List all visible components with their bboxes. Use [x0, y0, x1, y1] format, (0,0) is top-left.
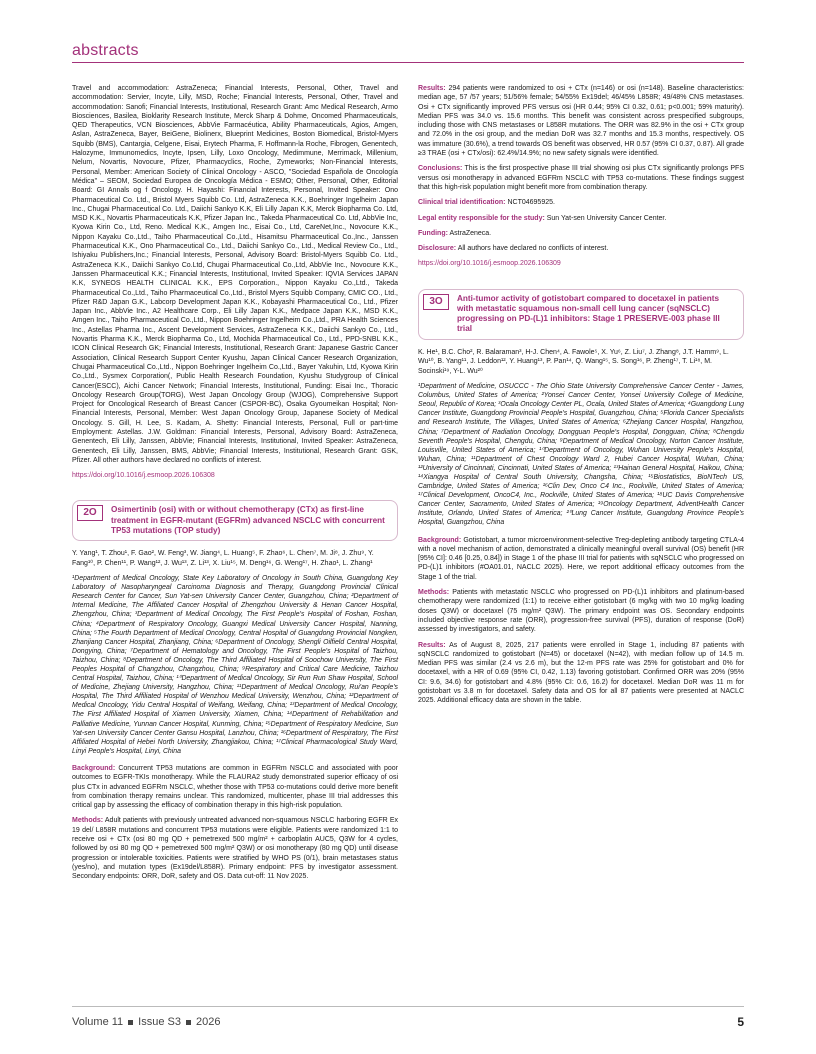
- issue-label: Issue S3: [138, 1016, 181, 1028]
- doi-link-106308[interactable]: https://doi.org/10.1016/j.esmoop.2026.106308: [72, 472, 215, 480]
- header-divider: [72, 62, 744, 63]
- abstract-title: Osimertinib (osi) with or without chemotherapy (CTx) as first-line treatment in EGFR-mutant (EGFRm) advanced NSCLC with concurrent TP53 mutations (TOP study): [111, 505, 385, 535]
- results-text: As of August 8, 2025, 217 patients were enrolled in Stage 1, including 87 patients with sqNSCLC randomized to gotistobart (N=45) or docetaxel (N=42), with median follow up of 14.5 m. Median PFS was similar (2.4 vs 2.6 m), but the 12-m PFS rate was 25% for gotistobart and 0% for docetaxel, with a HR of 0.69 (95% CI, 0.42, 1.13) favoring gotistobart. Confirmed ORR was 20% (95% CI: 9.6, 34.6) for gotistobart and 4.8% (95% CI: 0.6, 16.2) for docetaxel. Median DoR was 11 m for gotistobart vs 3.8 m for docetaxel. Safety data and OS for all 87 patients were presented at NACLC 2025. Additional efficacy data are shown in the table.: [418, 641, 744, 705]
- background-text: Gotistobart, a tumor microenvironment-selective Treg-depleting antibody targeting CTLA-4 with a novel mechanism of action, demonstrated a clinically meaningful overall survival (OS) benefit (HR [95% CI]: 0.46 [0.25, 0.84]) in Stage 1 of the phase III trial for patients with sqNSCLC who progressed on PD-(L)1 inhibitors (#OA01.01, NACLC 2025). Here, we report additional efficacy outcomes from the Stage 1 of the trial.: [418, 536, 744, 581]
- results-paragraph: [418, 84, 744, 158]
- abstract-3o-title-box: [418, 289, 744, 340]
- section-heading: Results:: [418, 85, 446, 92]
- author-list: Y. Yang¹, T. Zhou¹, F. Gao², W. Feng³, W. Jiang⁴, L. Huang⁵, F. Zhao⁶, L. Chen⁷, M. Ji⁸, J. Zhu⁹, Y. Fang¹⁰, P. Chen¹¹, P. Wang¹², J. Wu¹³, Z. Li¹³, X. Liu¹⁵, M. Deng¹⁶, G. Weng¹⁷, H. Zhao¹, L. Zhang¹: [72, 550, 374, 567]
- section-heading: Methods:: [418, 589, 450, 597]
- square-bullet-icon: [186, 1020, 191, 1025]
- volume-label: Volume 11: [72, 1016, 124, 1028]
- background-paragraph: [72, 764, 398, 810]
- legal-entity-line: [418, 214, 744, 223]
- affiliation-list: ¹Department of Medical Oncology, State Key Laboratory of Oncology in South China, Guangdong Key Laboratory of Nasopharyngeal Carcinoma Diagnosis and Therapy, Guangdong Provincial Clinical Research Center for Cancer, Sun Yat-sen University Cancer Center, Guangzhou, China; ²Department of Internal Medicine, The Affiliated Cancer Hospital of Zhengzhou University & Henan Cancer Hospital, Zhengzhou, China; ³Department of Medical Oncology, The First People's Hospital of Foshan, Foshan, China; ⁴Department of Respiratory Oncology, Guangxi Medical University Cancer Hospital, Nanning, China; ⁵The Fourth Department of Medical Oncology, Central Hospital of Guangdong Provincial Nongken, Zhanjiang Cancer Hospital, Zhanjiang, China; ⁶Department of Oncology, Shengli Oilfield Central Hospital, Dongying, China; ⁷Department of Hematology and Oncology, The First People's Hospital of Taizhou, Taizhou, China; ⁸Department of Oncology, The Third Affiliated Hospital of Soochow University, The First Peoples Hospital of Changzhou, Changzhou, China; ⁹Respiratory and Critical Care Medicine, Taizhou Central Hospital, Taizhou, China; ¹⁰Department of Medical Oncology, Sir Run Run Shaw Hospital, School of Medicine, Zhejiang University, Hangzhou, China; ¹¹Department of Medical Oncology, Rui'an People's Hospital, The Third Affiliated Hospital of Wenzhou Medical University, Wenzhou, China; ¹²Department of Medical Oncology, Yidu Central Hospital of Weifang, Weifang, China; ¹³Department of Medical Oncology, The First Affiliated Hospital of Xiamen University, Xiamen, China; ¹⁴Department of Rehabilitation and Palliative Medicine, Yunnan Cancer Hospital, Kunming, China; ¹⁵Department of Respiratory Medicine, Sun Yat-sen University Cancer Center Gansu Hospital, Lanzhou, China; ¹⁶Department of Respiratory, The First Affiliated Hospital of Hebei North University, Zhangjiakou, China; ¹⁷Clinical Pharmacological Study Ward, Linyi People's Hospital, Linyi, China: [72, 575, 398, 755]
- section-heading: Conclusions:: [418, 165, 463, 173]
- section-heading: Results:: [418, 641, 446, 649]
- background-text: Concurrent TP53 mutations are common in EGFRm NSCLC and associated with poor outcomes to EGFR-TKIs monotherapy. While the FLAURA2 study demonstrated superior efficacy of osi plus CTx in advanced EGFRm NSCLC, whether those with TP53 co-mutations could derive more benefit from combination therapy remains unclear. This randomized, multicenter, phase III trial addresses this critical gap by assessing the efficacy of combination therapy in this high-risk population.: [72, 764, 398, 810]
- background-paragraph: [418, 536, 744, 582]
- section-heading: Legal entity responsible for the study:: [418, 214, 545, 222]
- funding-text: AstraZeneca.: [449, 229, 492, 237]
- trial-id-text: NCT04695925.: [507, 199, 555, 207]
- author-list: K. He¹, B.C. Cho², R. Balaraman³, H-J. Chen⁴, A. Fawole⁵, X. Yu⁶, Z. Liu⁷, J. Zhang⁸, J.T. Hamm⁹, L. Wu¹⁰, B. Yang¹¹, J. Leddon¹², Y. Huang¹³, P. Pan¹⁴, Q. Wang¹⁵, S. Song¹⁶, P. Zheng¹⁷, T. Li¹⁸, M. Socinski¹⁹, Y-L. Wu²⁰: [418, 348, 729, 375]
- section-header: abstracts: [72, 42, 139, 59]
- left-column: [72, 84, 398, 888]
- methods-text: Adult patients with previously untreated advanced non-squamous NSCLC harboring EGFR Ex 19 del/ L858R mutations and concurrent TP53 mutations were eligible. Patients were randomized 1:1 to receive osi + CTx (osi 80 mg QD + pemetrexed 500 mg/m² + carboplatin AUC5, Q3W for 4 cycles, followed by osi 80 mg QD + pemetrexed 500 mg/m² Q3W) or osi monotherapy (80 mg QD) until disease progression or intolerable toxicities. Patients were stratified by WHO PS (0/1), brain metastases status (yes/no), and mutation types (Ex19del/L858R). Primary endpoint: PFS by investigator assessment. Secondary endpoints: ORR, DoR, safety and OS. Data cut-off: 11 Nov 2025.: [72, 817, 399, 881]
- year-label: 2026: [195, 1016, 221, 1028]
- legal-entity-text: Sun Yat-sen University Cancer Center.: [546, 214, 667, 222]
- doi-link-106309[interactable]: https://doi.org/10.1016/j.esmoop.2026.106309: [418, 260, 561, 268]
- disclosure-line: [418, 244, 744, 253]
- disclosure-text: All authors have declared no conflicts of interest.: [457, 245, 609, 253]
- conclusions-paragraph: [418, 164, 744, 192]
- footer-divider: [72, 1006, 744, 1007]
- results-paragraph: [418, 641, 744, 706]
- section-heading: Background:: [72, 764, 116, 772]
- methods-paragraph: [418, 588, 744, 634]
- section-heading: Disclosure:: [418, 245, 457, 253]
- affiliation-list: ¹Department of Medicine, OSUCCC - The Ohio State University Comprehensive Cancer Center - James, Columbus, United States of America; ²Yonsei Cancer Center, Yonsei University College of Medicine, Seoul, Republic of Korea; ³Ocala Oncology Center PL, Ocala, United States of America; ⁴Guangdong Lung Cancer Institute, Guangdong Provincial People's Hospital, Guangzhou, China; ⁵Florida Cancer Specialists and Research Institute, The Villages, United States of America; ⁶Zhejiang Cancer Hospital, Hangzhou, China; ⁷Department of Radiation Oncology, Dongguan People's Hospital, Dongguan, China; ⁸Chengdu Seventh People's Hospital, Chengdu, China; ⁹Department of Medical Oncology, Norton Cancer Institute, Louisville, United States of America; ¹⁰Department of Oncology, Wuhan University People's Hospital, Wuhan, China; ¹¹Department of Chest Oncology Ward 2, Hubei Cancer Hospital, Wuhan, China; ¹²University of Cincinnati, Cincinnati, United States of America; ¹³Hainan General Hospital, Haikou, China; ¹⁴Xiangya Hospital of Central South University, Changsha, China; ¹⁵Biostatistics, BioNTech US, Cambridge, United States of America; ¹⁶Clin Dev, Onco C4 Inc., Rockville, United States of America; ¹⁷Clinical Development, OncoC4, Inc., Rockville, United States of America; ¹⁸UC Davis Comprehensive Cancer Center, Sacramento, United States of America; ¹⁹Oncology Department, AdventHealth Cancer Institute, Orlando, United States of America; ²⁰Lung Cancer Institute, Guangdong Province People's Hospital, Guangzhou, China: [418, 383, 745, 527]
- disclosure-continued: Travel and accommodation: AstraZeneca; Financial Interests, Personal, Other, Travel and accommodation: Servier, Incyte, Lilly, MSD, Roche; Financial Interests, Personal, Other, Travel and accommodation: Sanofi; Financial Interests, Institutional, Research Grant: Amc Medical Research, Armo Biosciences, Basilea, Bioklarity Research Institute, Merck Sharp & Dohme, Oncomed Pharmaceuticals, QED Therapeutics, VCN Biosciences, AbbVie Farmacéutica, Ability Pharmaceuticals, Agios, Amgen, Aslan, AstraZeneca, Bayer, BeiGene, Biolinerx, Blueprint Medicines, Boston Biomedical, Bristol-Myers Squibb (BMS), Cantargia, Celgene, Eisai, Erytech Pharma, F. Hoffmann-la Roche, Fibrogen, Genentech, Halozyme, Immunomedics, Incyte, Ipsen, Lilly, Loxo Oncology, Medimmune, Merrimack, Millenium, Nelum, Novartis, Novocure, Pfizer, Pharmacyclics, Roche, Zymeworks; Non-Financial Interests, Personal, Member: American Society of Clinical Oncology - ASCO, "Sociedad Española de Oncología Médica" – SEOM, Sociedad Europea de Oncología Médica - ESMO; Other, Personal, Other, Editorial Board: GI Annals og f Oncology. H. Hayashi: Financial Interests, Personal, Invited Speaker: Ono Pharmaceutical Co. Ltd., Bristol Myers Squibb Co. Ltd, AstraZeneca K.K., Boehringer Ingelheim Japan Inc., Chugai Pharmaceutical Co. Ltd., Daiichi Sankyo K.K, Eli Lilly Japan K.K, Merck Biopharma Co. Ltd, MSD K.K., Novartis Pharmaceuticals K.K, Pfizer Japan Inc., Takeda Pharmaceutical Co. Ltd, AbbVie Inc, Kyowa Kirin Co., Ltd, Reno. Medical K.K., Amgen Inc., Eisai Co., Ltd, CareNet,Inc., Novocure K.K., Nippon Kayaku Co.,Ltd., Taiho Pharmaceutical Co.,Ltd., Hisamitsu Pharmaceutical Co.,Inc., Janssen Pharmaceutical K.K., Ono Pharmaceutical Co., Ltd., Daiichi Sankyo Co., Ltd., Medical Review Co., Ltd., Ishiyaku Publishers,Inc.; Financial Interests, Personal, Advisory Board: Bristol-Myers Squibb Co. Ltd., AstraZeneca K.K., Daiichi Sankyo Co.Ltd, Chugai Pharmaceutical Co.,Ltd, AbbVie Inc., Novocure K.K., Janssen Pharmaceutical K.K.; Financial Interests, Institutional, Invited Speaker: IQVIA Services JAPAN K.K, SYNEOS HEALTH CLINICAL K.K., EPS Corporation., Nippon Kayaku Co.,Ltd., Takeda Pharmaceutical Co.,Ltd., Taiho Pharmaceutical Co.,Ltd., Bristol Myers Squibb Company, CMIC CO., Ltd., Pfizer R&D Japan G.K., Labcorp Development Japan K.K., Kobayashi Pharmaceutical Co., Ltd., Pfizer Japan Inc., AbbVie Inc., A2 Healthcare Corp., Eli Lilly Japan K.K., Medpace Japan K.K., MSD K.K., Amgen Inc., Taiho Pharmaceutical Co.,Ltd., Nippon Boehringer Ingelheim Co.,Ltd., PRA Health Sciences Inc., Astellas Pharma Inc., Ascent Development Services, AstraZeneca K.K., Daiichi Sankyo Co., Ltd., Novartis Pharma K.K., Merck Biopharma Co., Ltd, Mochida Pharmaceutical Co., Ltd., PPD-SNBL K.K., ICON Clinical Research GK; Financial Interests, Institutional, Research Grant: Japanese Gastric Cancer Association, Clinical Research Support Center Kyushu, Japan Clinical Cancer Research Organization, Chugai Pharmaceutical Co.,Ltd., Nippon Boehringer Ingelheim Co.,Ltd., Bayer Yakuhin, Ltd, Kyowa Kirin Co.,Ltd., Sysmex Corporation(, Public Health Research Foundation, Kyushu Studygroup of Clinical Cancer(ESCC), Aichi Cancer Network; Financial Interests, Institutional, Funding: Eisai Inc., Thoracic Oncology Research Group(TORG), West Japan Oncology Group (WJOG), Comprehensive Support Project for Oncological Research of Breast Cancer (CSPOR-BC), Osaka Gyoumeikan Hospital; Non-Financial Interests, Personal, Member: West Japan Oncology Group, Japanese Society of Medical Oncology. S. Gill, H. Lee, S. Kadam, A. Shetty: Financial Interests, Personal, Full or part-time Employment: Astellas. J.W. Goldman: Financial Interests, Personal, Advisory Board: AstraZeneca, Genentech, Eli Lilly, Janssen, AbbVie; Financial Interests, Institutional, Invited Speaker: AstraZeneca, Genentech, Eli Lilly, Janssen, BMS, AbbVie; Financial Interests, Institutional, Research Grant: GSK, Pfizer. All other authors have declared no conflicts of interest.: [72, 85, 398, 464]
- footer-volume-info: [72, 1016, 220, 1028]
- results-text: 294 patients were randomized to osi + CTx (n=146) or osi (n=148). Baseline characteristics: median age, 57 /57 years; 51/56% female; 54/55% Ex19del; 46/45% L858R; 49/48% CNS metastases. Osi + CTx significantly improved PFS versus osi (HR 0.44; 95% CI 0.32, 0.61; p<0.001; 59% maturity). Median PFS was 34.0 vs. 15.6 months. This benefit was consistent across prespecified subgroups, including those with CNS metastases or L858R mutations. The ORR was 82.9% in the osi + CTx group and 72.0% in the osi group, and the median DoR was 32.7 months and 15.3 months, respectively. OS was immature (30.6%), a trend towards OS benefit was observed, HR 0.57 (95% CI 0.37, 0.87). All grade ≥3 TRAE (osi + CTx/osi): 62.4%/14.9%; no new safety signals were identified.: [418, 85, 744, 158]
- section-heading: Funding:: [418, 229, 448, 237]
- conclusions-text: This is the first prospective phase III trial showing osi plus CTx significantly prolongs PFS versus osi monotherapy in advanced EGFRm NSCLC with TP53 co-mutations. These findings suggest that this high-risk population might benefit more from combination therapy.: [418, 165, 744, 191]
- methods-text: Patients with metastatic NSCLC who progressed on PD-(L)1 inhibitors and platinum-based chemotherapy were randomized (1:1) to receive either gotistobart (6 mg/kg with two 10 mg/kg loading doses Q3W) or docetaxel (75 mg/m² Q3W). The primary endpoint was OS. Secondary endpoints included objective response rate (ORR), progression-free survival (PFS), duration of response (DoR) assessed by investigators, and safety.: [418, 589, 744, 634]
- trial-id-line: [418, 198, 744, 207]
- funding-line: [418, 229, 744, 238]
- section-heading: Background:: [418, 536, 462, 544]
- section-heading: Methods:: [72, 817, 104, 825]
- section-heading: Clinical trial identification:: [418, 199, 506, 207]
- right-column: [418, 84, 744, 712]
- page-number: 5: [737, 1015, 744, 1029]
- abstract-title: Anti-tumor activity of gotistobart compared to docetaxel in patients with metastatic squamous non-small cell lung cancer (sqNSCLC) progressing on PD-(L)1 inhibitors: Stage 1 PRESERVE-003 phase III trial: [457, 293, 720, 334]
- methods-paragraph: [72, 816, 398, 881]
- square-bullet-icon: [128, 1020, 133, 1025]
- abstract-number: 2O: [77, 505, 103, 521]
- abstract-number: 3O: [423, 294, 449, 310]
- abstract-2o-title-box: [72, 500, 398, 541]
